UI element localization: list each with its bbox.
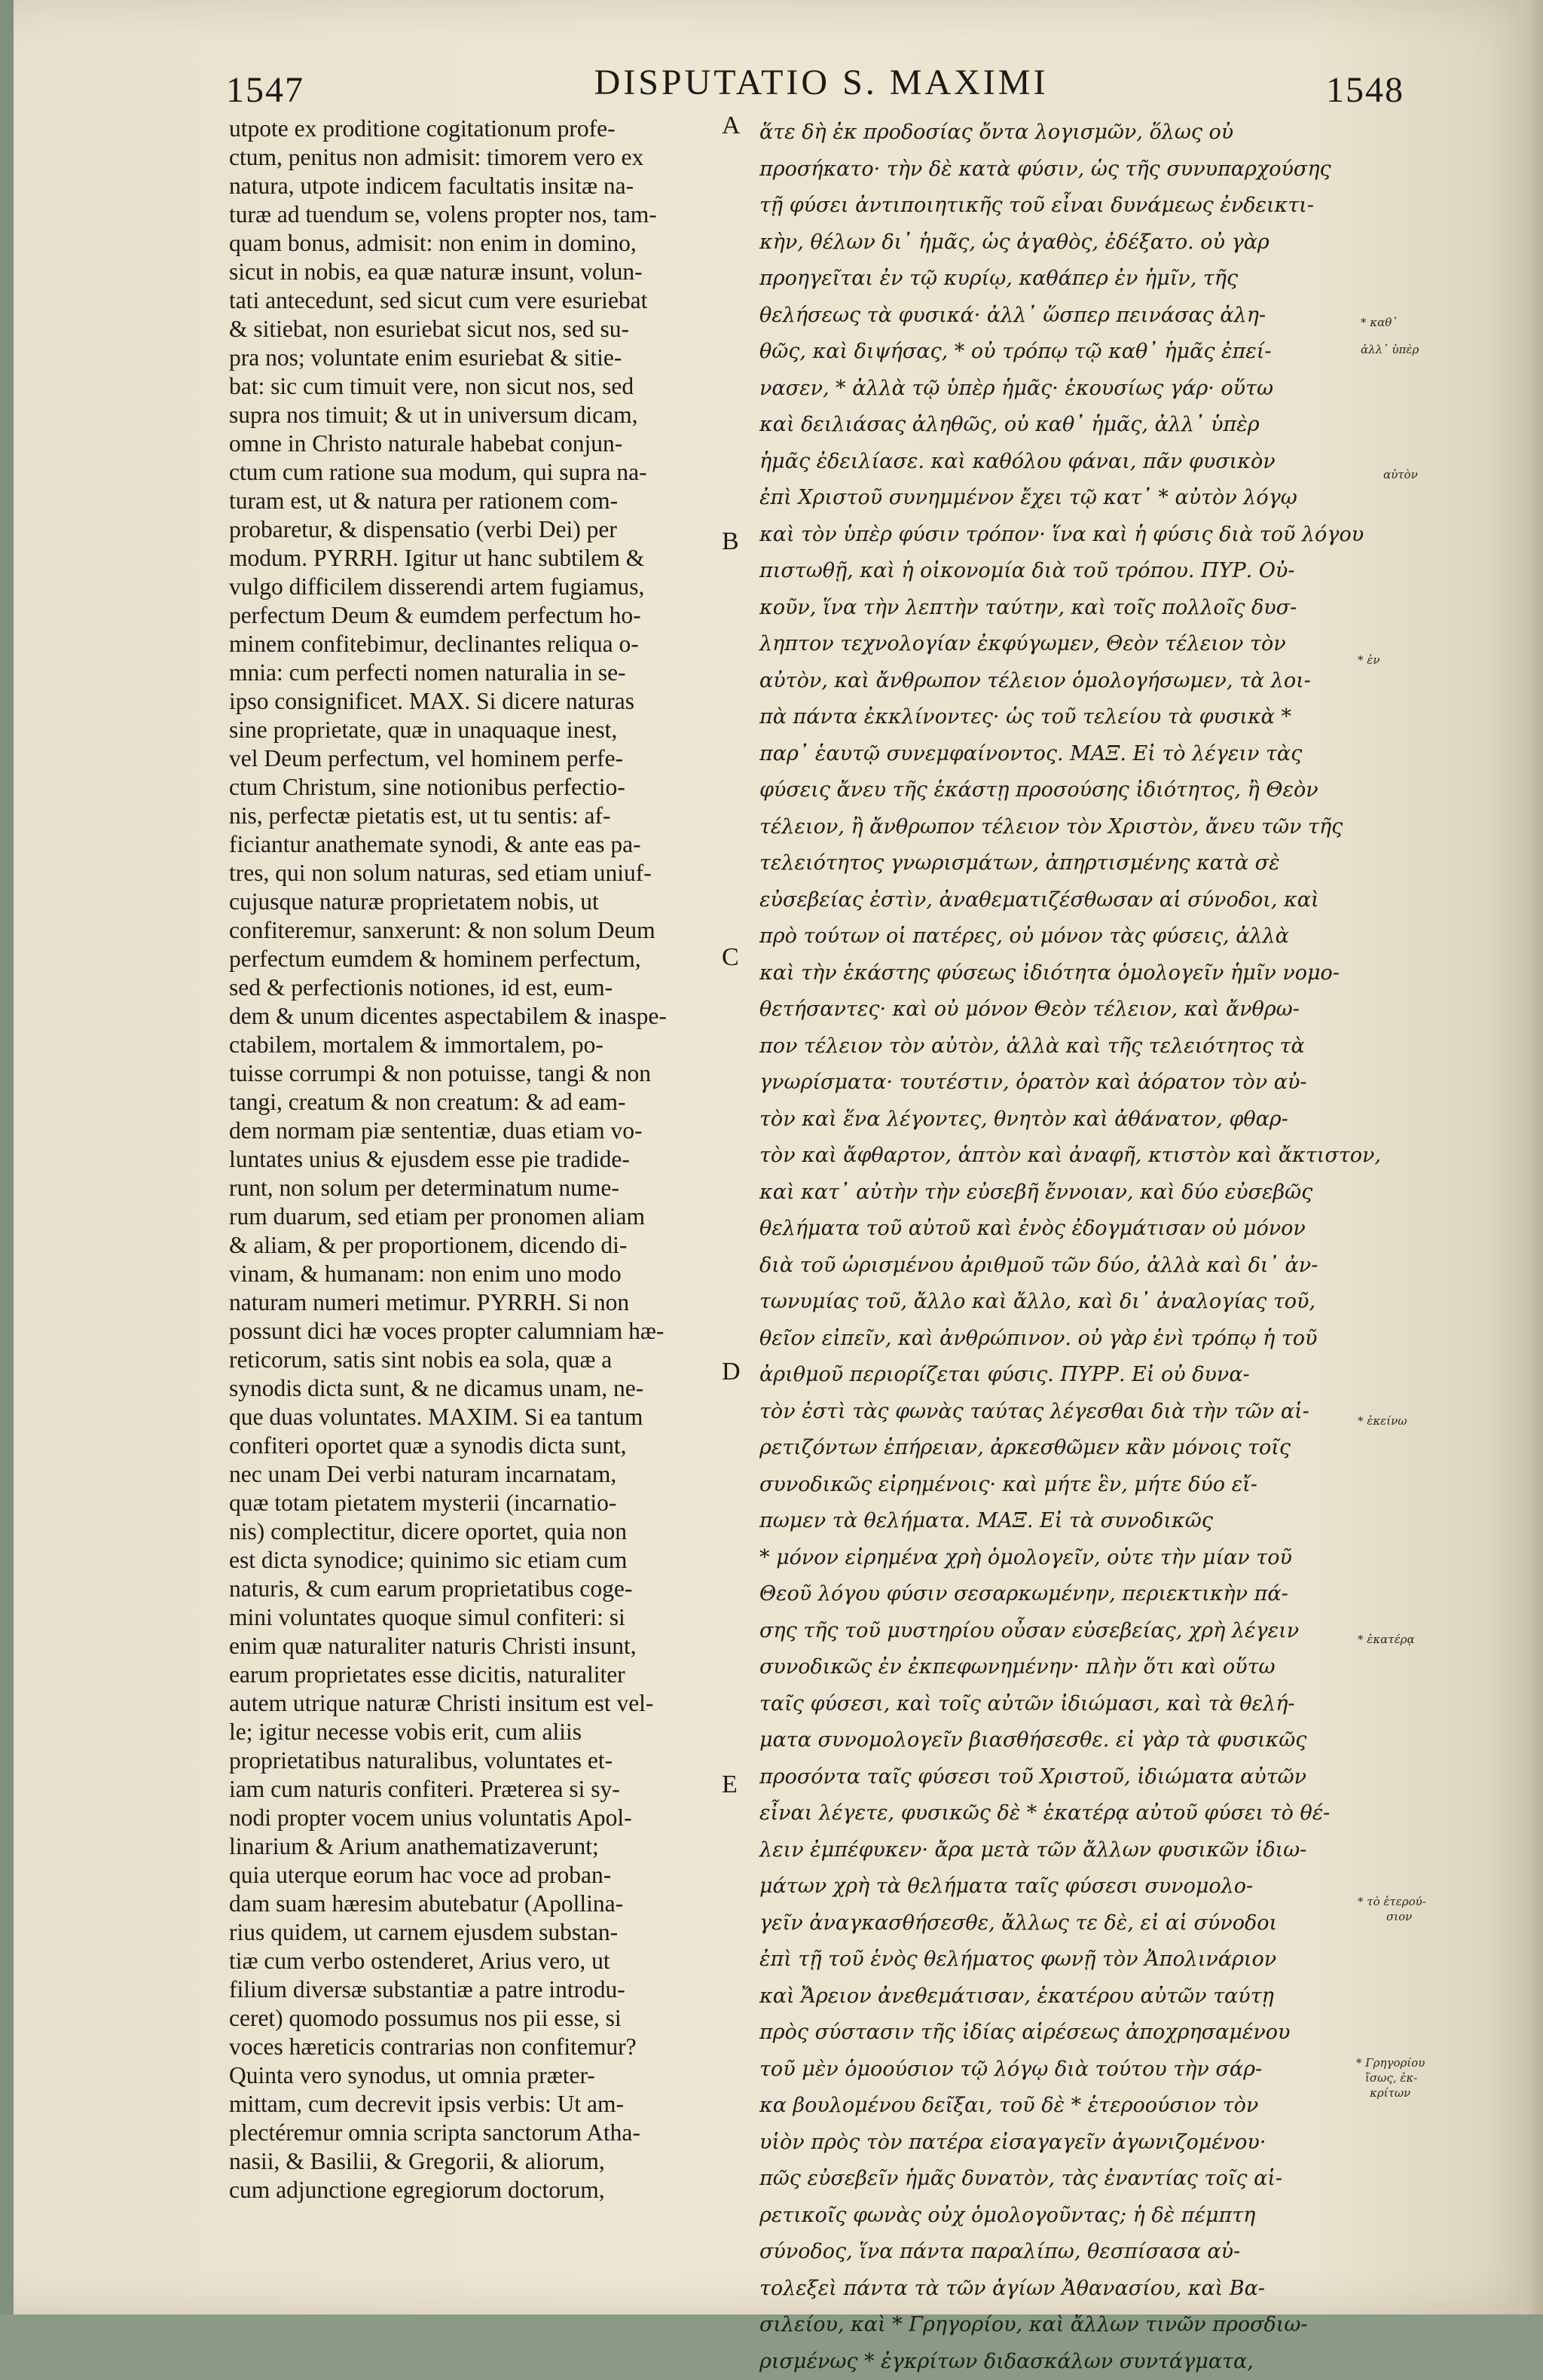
latin-text-line: reticorum, satis sint nobis ea sola, quæ a bbox=[229, 1346, 711, 1374]
greek-text-line: τοῦ μὲν ὁμοούσιον τῷ λόγῳ διὰ τούτου τὴν σάρ- bbox=[759, 2052, 1340, 2088]
margin-note: ἀλλ᾽ ὑπὲρ bbox=[1361, 344, 1511, 356]
greek-text-line: ἐπὶ τῇ τοῦ ἑνὸς θελήματος φωνῇ τὸν Ἀπολινάριον bbox=[759, 1942, 1340, 1978]
latin-text-line: ctabilem, mortalem & immortalem, po- bbox=[229, 1031, 711, 1059]
latin-column bbox=[229, 115, 711, 2164]
latin-text-line: ceret) quomodo possumus nos pii esse, si bbox=[229, 2004, 711, 2033]
section-marker-e: E bbox=[722, 1770, 738, 1799]
greek-text-line: πρὸ τούτων οἱ πατέρες, οὐ μόνον τὰς φύσεις, ἀλλὰ bbox=[759, 918, 1340, 955]
latin-text-line: perfectum Deum & eumdem perfectum ho- bbox=[229, 601, 711, 630]
greek-text-line: πιστωθῇ, καὶ ἡ οἰκονομία διὰ τοῦ τρόπου. ΠΥΡ. Οὐ- bbox=[759, 553, 1340, 590]
latin-text-line: ctum cum ratione sua modum, qui supra na- bbox=[229, 458, 711, 487]
greek-text-line: θελήματα τοῦ αὐτοῦ καὶ ἑνὸς ἐδογμάτισαν οὐ μόνον bbox=[759, 1211, 1340, 1248]
section-marker-a: A bbox=[722, 112, 741, 140]
latin-text-line: bat: sic cum timuit vere, non sicut nos, sed bbox=[229, 372, 711, 401]
greek-text-line: μάτων χρὴ τὰ θελήματα ταῖς φύσεσι συνομολο- bbox=[759, 1868, 1340, 1905]
latin-text-line: iam cum naturis confiteri. Præterea si sy- bbox=[229, 1775, 711, 1804]
latin-text-line: rius quidem, ut carnem ejusdem substan- bbox=[229, 1918, 711, 1947]
latin-text-line: confiteremur, sanxerunt: & non solum Deum bbox=[229, 916, 711, 945]
margin-note: ἴσως, ἐκ- bbox=[1365, 2072, 1516, 2085]
greek-text-line: καὶ κατ᾽ αὐτὴν τὴν εὐσεβῆ ἔννοιαν, καὶ δύο εὐσεβῶς bbox=[759, 1175, 1340, 1211]
margin-note: * Γρηγορίου bbox=[1356, 2057, 1507, 2070]
greek-text-line: καὶ Ἄρειον ἀνεθεμάτισαν, ἑκατέρου αὐτῶν ταύτῃ bbox=[759, 1978, 1340, 2015]
greek-text-line: ἅτε δὴ ἐκ προδοσίας ὄντα λογισμῶν, ὅλως οὐ bbox=[759, 115, 1340, 151]
greek-text-line: κὴν, θέλων δι᾽ ἡμᾶς, ὡς ἀγαθὸς, ἐδέξατο. οὐ γὰρ bbox=[759, 225, 1340, 261]
greek-column bbox=[759, 115, 1340, 2164]
margin-note: * ἐκείνω bbox=[1358, 1415, 1508, 1428]
greek-text-line: αὐτὸν, καὶ ἄνθρωπον τέλειον ὁμολογήσωμεν, τὰ λοι- bbox=[759, 663, 1340, 700]
latin-text-line: dem normam piæ sententiæ, duas etiam vo- bbox=[229, 1117, 711, 1145]
latin-text-line: turam est, ut & natura per rationem com- bbox=[229, 487, 711, 515]
latin-text-line: plectéremur omnia scripta sanctorum Atha- bbox=[229, 2119, 711, 2147]
latin-text-line: enim quæ naturaliter naturis Christi insunt, bbox=[229, 1632, 711, 1661]
margin-note: κρίτων bbox=[1370, 2087, 1520, 2100]
latin-text-line: omne in Christo naturale habebat conjun- bbox=[229, 429, 711, 458]
greek-text-line: ἐπὶ Χριστοῦ συνημμένον ἔχει τῷ κατ᾽ * αὐτὸν λόγῳ bbox=[759, 480, 1340, 517]
latin-text-line: runt, non solum per determinatum nume- bbox=[229, 1174, 711, 1202]
greek-text-line: θετήσαντες· καὶ οὐ μόνον Θεὸν τέλειον, καὶ ἄνθρω- bbox=[759, 991, 1340, 1028]
folio-right: 1548 bbox=[1326, 69, 1404, 111]
latin-text-line: tres, qui non solum naturas, sed etiam uniuf- bbox=[229, 859, 711, 888]
latin-text-line: perfectum eumdem & hominem perfectum, bbox=[229, 945, 711, 973]
latin-text-line: sicut in nobis, ea quæ naturæ insunt, volun- bbox=[229, 258, 711, 286]
latin-text-line: nodi propter vocem unius voluntatis Apol- bbox=[229, 1804, 711, 1832]
section-marker-c: C bbox=[722, 943, 739, 972]
margin-note: * τὸ ἑτερού- bbox=[1358, 1896, 1508, 1908]
latin-text-line: turæ ad tuendum se, volens propter nos, tam- bbox=[229, 200, 711, 229]
latin-text-line: sed & perfectionis notiones, id est, eum- bbox=[229, 973, 711, 1002]
latin-text-line: mini voluntates quoque simul confiteri: si bbox=[229, 1603, 711, 1632]
greek-text-line: καὶ τὸν ὑπὲρ φύσιν τρόπον· ἵνα καὶ ἡ φύσις διὰ τοῦ λόγου bbox=[759, 517, 1340, 554]
greek-text-line: πον τέλειον τὸν αὐτὸν, ἀλλὰ καὶ τῆς τελειότητος τὰ bbox=[759, 1028, 1340, 1065]
latin-text-line: & aliam, & per proportionem, dicendo di- bbox=[229, 1231, 711, 1260]
latin-text-line: probaretur, & dispensatio (verbi Dei) per bbox=[229, 515, 711, 544]
greek-text-line: σης τῆς τοῦ μυστηρίου οὖσαν εὐσεβείας, χρὴ λέγειν bbox=[759, 1613, 1340, 1650]
greek-text-line: τέλειον, ἢ ἄνθρωπον τέλειον τὸν Χριστὸν, ἄνευ τῶν τῆς bbox=[759, 809, 1340, 846]
greek-text-line: εὐσεβείας ἐστὶν, ἀναθεματιζέσθωσαν αἱ σύνοδοι, καὶ bbox=[759, 882, 1340, 919]
greek-text-line: γεῖν ἀναγκασθήσεσθε, ἄλλως τε δὲ, εἰ αἱ σύνοδοι bbox=[759, 1905, 1340, 1942]
latin-text-line: est dicta synodice; quinimo sic etiam cum bbox=[229, 1546, 711, 1575]
greek-text-line: θῶς, καὶ διψήσας, * οὐ τρόπῳ τῷ καθ᾽ ἡμᾶς ἐπεί- bbox=[759, 334, 1340, 371]
greek-text-line: καὶ δειλιάσας ἀληθῶς, οὐ καθ᾽ ἡμᾶς, ἀλλ᾽ ὑπὲρ bbox=[759, 407, 1340, 444]
latin-text-line: modum. PYRRH. Igitur ut hanc subtilem & bbox=[229, 544, 711, 573]
latin-text-line: nis, perfectæ pietatis est, ut tu sentis: af- bbox=[229, 802, 711, 830]
margin-note: σιον bbox=[1386, 1911, 1537, 1923]
latin-text-line: mittam, cum decrevit ipsis verbis: Ut am- bbox=[229, 2090, 711, 2119]
latin-text-line: dem & unum dicentes aspectabilem & inaspe- bbox=[229, 1002, 711, 1031]
latin-text-line: autem utrique naturæ Christi insitum est vel- bbox=[229, 1689, 711, 1718]
greek-text-line: συνοδικῶς εἰρημένοις· καὶ μήτε ἓν, μήτε δύο εἴ- bbox=[759, 1467, 1340, 1504]
greek-text-line: ματα συνομολογεῖν βιασθήσεσθε. εἰ γὰρ τὰ φυσικῶς bbox=[759, 1722, 1340, 1759]
greek-text-line: τῇ φύσει ἀντιποιητικῆς τοῦ εἶναι δυνάμεως ἐνδεικτι- bbox=[759, 188, 1340, 225]
greek-text-line: σιλείου, καὶ * Γρηγορίου, καὶ ἄλλων τινῶν προσδιω- bbox=[759, 2307, 1340, 2344]
greek-text-line: γνωρίσματα· τουτέστιν, ὁρατὸν καὶ ἀόρατον τὸν αὐ- bbox=[759, 1065, 1340, 1101]
greek-text-line: προσήκατο· τὴν δὲ κατὰ φύσιν, ὡς τῆς συνυπαρχούσης bbox=[759, 151, 1340, 188]
greek-text-line: Θεοῦ λόγου φύσιν σεσαρκωμένην, περιεκτικὴν πά- bbox=[759, 1576, 1340, 1613]
greek-text-line: * μόνον εἰρημένα χρὴ ὁμολογεῖν, οὐτε τὴν μίαν τοῦ bbox=[759, 1540, 1340, 1577]
greek-text-line: τελειότητος γνωρισμάτων, ἀπηρτισμένης κατὰ σὲ bbox=[759, 845, 1340, 882]
latin-text-line: naturis, & cum earum proprietatibus coge- bbox=[229, 1575, 711, 1603]
latin-text-line: tiæ cum verbo ostenderet, Arius vero, ut bbox=[229, 1947, 711, 1975]
greek-text-line: ρετικοῖς φωνὰς οὐχ ὁμολογοῦντας; ἡ δὲ πέμπτη bbox=[759, 2198, 1340, 2235]
latin-text-line: pra nos; voluntate enim esuriebat & sitie- bbox=[229, 344, 711, 372]
latin-text-line: ipso consignificet. MAX. Si dicere naturas bbox=[229, 687, 711, 716]
latin-text-line: quia uterque eorum hac voce ad proban- bbox=[229, 1861, 711, 1890]
greek-text-line: νασεν, * ἀλλὰ τῷ ὑπὲρ ἡμᾶς· ἑκουσίως γάρ· οὕτω bbox=[759, 371, 1340, 408]
greek-text-line: παρ᾽ ἑαυτῷ συνεμφαίνοντος. ΜΑΞ. Εἰ τὸ λέγειν τὰς bbox=[759, 736, 1340, 773]
greek-text-line: θεῖον εἰπεῖν, καὶ ἀνθρώπινον. οὐ γὰρ ἑνὶ τρόπῳ ἡ τοῦ bbox=[759, 1321, 1340, 1358]
latin-text-line: ctum, penitus non admisit: timorem vero ex bbox=[229, 143, 711, 172]
latin-text-line: voces hæreticis contrarias non confitemur? bbox=[229, 2033, 711, 2061]
margin-note: * ἑκατέρᾳ bbox=[1358, 1633, 1508, 1646]
greek-text-line: τολεξεὶ πάντα τὰ τῶν ἁγίων Ἀθανασίου, καὶ Βα- bbox=[759, 2271, 1340, 2308]
latin-text-line: nec unam Dei verbi naturam incarnatam, bbox=[229, 1460, 711, 1489]
greek-text-line: κα βουλομένου δεῖξαι, τοῦ δὲ * ἑτεροούσιον τὸν bbox=[759, 2088, 1340, 2125]
latin-text-line: nasii, & Basilii, & Gregorii, & aliorum, bbox=[229, 2147, 711, 2176]
latin-text-line: que duas voluntates. MAXIM. Si ea tantum bbox=[229, 1403, 711, 1431]
page-edge-left bbox=[0, 0, 14, 2314]
greek-text-line: θελήσεως τὰ φυσικά· ἀλλ᾽ ὥσπερ πεινάσας ἀλη- bbox=[759, 298, 1340, 335]
margin-note: * καθ᾽ bbox=[1361, 316, 1511, 329]
greek-text-line: ρισμένως * ἐγκρίτων διδασκάλων συντάγματα, bbox=[759, 2344, 1340, 2380]
greek-text-line: ἀριθμοῦ περιορίζεται φύσις. ΠΥΡΡ. Εἰ οὐ δυνα- bbox=[759, 1357, 1340, 1394]
section-marker-d: D bbox=[722, 1358, 741, 1386]
latin-text-line: luntates unius & ejusdem esse pie tradide- bbox=[229, 1145, 711, 1174]
latin-text-line: nis) complectitur, dicere oportet, quia non bbox=[229, 1517, 711, 1546]
latin-text-line: natura, utpote indicem facultatis insitæ na- bbox=[229, 172, 711, 200]
margin-note: αὐτὸν bbox=[1383, 469, 1534, 481]
latin-text-line: vinam, & humanam: non enim uno modo bbox=[229, 1260, 711, 1288]
latin-text-line: possunt dici hæ voces propter calumniam hæ- bbox=[229, 1317, 711, 1346]
greek-text-line: πωμεν τὰ θελήματα. ΜΑΞ. Εἰ τὰ συνοδικῶς bbox=[759, 1503, 1340, 1540]
folio-left: 1547 bbox=[226, 69, 304, 111]
greek-text-line: κοῦν, ἵνα τὴν λεπτὴν ταύτην, καὶ τοῖς πολλοῖς δυσ- bbox=[759, 590, 1340, 627]
greek-text-line: τὸν ἐστὶ τὰς φωνὰς ταύτας λέγεσθαι διὰ τὴν τῶν αἱ- bbox=[759, 1394, 1340, 1431]
greek-text-line: συνοδικῶς ἐν ἐκπεφωνημένην· πλὴν ὅτι καὶ οὕτω bbox=[759, 1649, 1340, 1686]
greek-text-line: ἡμᾶς ἐδειλίασε. καὶ καθόλου φάναι, πᾶν φυσικὸν bbox=[759, 444, 1340, 481]
latin-text-line: confiteri oportet quæ a synodis dicta sunt, bbox=[229, 1431, 711, 1460]
greek-text-line: σύνοδος, ἵνα πάντα παραλίπω, θεσπίσασα αὐ- bbox=[759, 2234, 1340, 2271]
greek-text-line: διὰ τοῦ ὡρισμένου ἀριθμοῦ τῶν δύο, ἀλλὰ καὶ δι᾽ ἀν- bbox=[759, 1248, 1340, 1285]
latin-text-line: filium diversæ substantiæ a patre introdu- bbox=[229, 1975, 711, 2004]
greek-text-line: ρετιζόντων ἐπήρειαν, ἀρκεσθῶμεν κἂν μόνοις τοῖς bbox=[759, 1430, 1340, 1467]
greek-text-line: πὰ πάντα ἐκκλίνοντες· ὡς τοῦ τελείου τὰ φυσικὰ * bbox=[759, 699, 1340, 736]
greek-text-line: προσόντα ταῖς φύσεσι τοῦ Χριστοῦ, ἰδιώματα αὐτῶν bbox=[759, 1759, 1340, 1796]
greek-text-line: ληπτον τεχνολογίαν ἐκφύγωμεν, Θεὸν τέλειον τὸν bbox=[759, 626, 1340, 663]
greek-text-line: τὸν καὶ ἕνα λέγοντες, θνητὸν καὶ ἀθάνατον, φθαρ- bbox=[759, 1101, 1340, 1138]
latin-text-line: ctum Christum, sine notionibus perfectio- bbox=[229, 773, 711, 802]
latin-text-line: le; igitur necesse vobis erit, cum aliis bbox=[229, 1718, 711, 1746]
latin-text-line: rum duarum, sed etiam per pronomen aliam bbox=[229, 1202, 711, 1231]
latin-text-line: tuisse corrumpi & non potuisse, tangi & non bbox=[229, 1059, 711, 1088]
latin-text-line: quæ totam pietatem mysterii (incarnatio- bbox=[229, 1489, 711, 1517]
latin-text-line: tati antecedunt, sed sicut cum vere esuriebat bbox=[229, 286, 711, 315]
latin-text-line: vulgo difficilem disserendi artem fugiamus, bbox=[229, 573, 711, 601]
latin-text-line: supra nos timuit; & ut in universum dicam, bbox=[229, 401, 711, 429]
latin-text-line: cujusque naturæ proprietatem nobis, ut bbox=[229, 888, 711, 916]
latin-text-line: & sitiebat, non esuriebat sicut nos, sed su- bbox=[229, 315, 711, 344]
latin-text-line: mnia: cum perfecti nomen naturalia in se- bbox=[229, 658, 711, 687]
latin-text-line: cum adjunctione egregiorum doctorum, bbox=[229, 2176, 711, 2204]
page-edge-right bbox=[1520, 0, 1543, 2314]
greek-text-line: τωνυμίας τοῦ, ἄλλο καὶ ἄλλο, καὶ δι᾽ ἀναλογίας τοῦ, bbox=[759, 1284, 1340, 1321]
latin-text-line: naturam numeri metimur. PYRRH. Si non bbox=[229, 1288, 711, 1317]
latin-text-line: synodis dicta sunt, & ne dicamus unam, ne- bbox=[229, 1374, 711, 1403]
greek-text-line: καὶ τὴν ἑκάστης φύσεως ἰδιότητα ὁμολογεῖν ἡμῖν νομο- bbox=[759, 955, 1340, 992]
latin-text-line: Quinta vero synodus, ut omnia præter- bbox=[229, 2061, 711, 2090]
greek-text-line: φύσεις ἄνευ τῆς ἑκάστῃ προσούσης ἰδιότητος, ἢ Θεὸν bbox=[759, 772, 1340, 809]
latin-text-line: vel Deum perfectum, vel hominem perfe- bbox=[229, 744, 711, 773]
latin-text-line: utpote ex proditione cogitationum profe- bbox=[229, 115, 711, 143]
latin-text-line: ficiantur anathemate synodi, & ante eas pa- bbox=[229, 830, 711, 859]
greek-text-line: εἶναι λέγετε, φυσικῶς δὲ * ἑκατέρᾳ αὐτοῦ φύσει τὸ θέ- bbox=[759, 1795, 1340, 1832]
greek-text-line: πῶς εὐσεβεῖν ἡμᾶς δυνατὸν, τὰς ἐναντίας τοῖς αἱ- bbox=[759, 2161, 1340, 2198]
latin-text-line: linarium & Arium anathematizaverunt; bbox=[229, 1832, 711, 1861]
section-marker-b: B bbox=[722, 527, 739, 556]
latin-text-line: proprietatibus naturalibus, voluntates et- bbox=[229, 1746, 711, 1775]
greek-text-line: τὸν καὶ ἄφθαρτον, ἁπτὸν καὶ ἀναφῆ, κτιστὸν καὶ ἄκτιστον, bbox=[759, 1138, 1340, 1175]
latin-text-line: tangi, creatum & non creatum: & ad eam- bbox=[229, 1088, 711, 1117]
latin-text-line: earum proprietates esse dicitis, naturaliter bbox=[229, 1661, 711, 1689]
greek-text-line: ταῖς φύσεσι, καὶ τοῖς αὐτῶν ἰδιώμασι, καὶ τὰ θελή- bbox=[759, 1686, 1340, 1723]
margin-note: * ἐν bbox=[1358, 654, 1508, 667]
running-head: DISPUTATIO S. MAXIMI bbox=[558, 62, 1085, 103]
greek-text-line: λειν ἐμπέφυκεν· ἄρα μετὰ τῶν ἄλλων φυσικῶν ἰδιω- bbox=[759, 1832, 1340, 1869]
latin-text-line: quam bonus, admisit: non enim in domino, bbox=[229, 229, 711, 258]
greek-text-line: προηγεῖται ἐν τῷ κυρίῳ, καθάπερ ἐν ἡμῖν, τῆς bbox=[759, 261, 1340, 298]
latin-text-line: dam suam hæresim abutebatur (Apollina- bbox=[229, 1890, 711, 1918]
greek-text-line: υἱὸν πρὸς τὸν πατέρα εἰσαγαγεῖν ἀγωνιζομένου· bbox=[759, 2125, 1340, 2162]
greek-text-line: πρὸς σύστασιν τῆς ἰδίας αἱρέσεως ἀποχρησαμένου bbox=[759, 2015, 1340, 2052]
latin-text-line: sine proprietate, quæ in unaquaque inest, bbox=[229, 716, 711, 744]
latin-text-line: minem confitebimur, declinantes reliqua o- bbox=[229, 630, 711, 658]
